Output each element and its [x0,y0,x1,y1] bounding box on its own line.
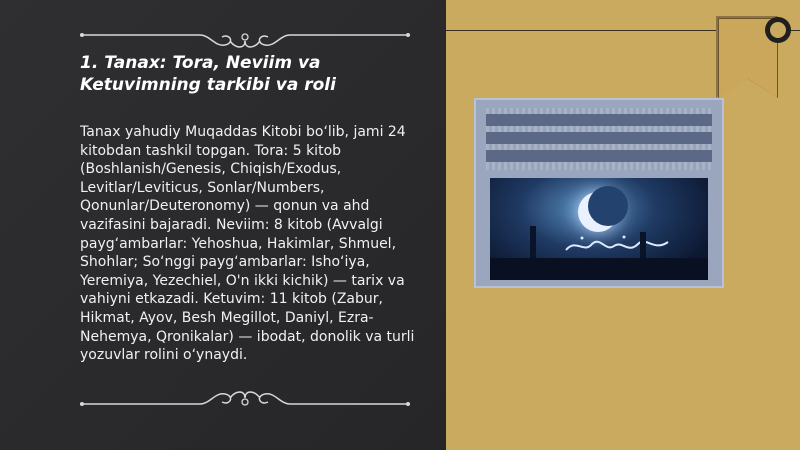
image-text-panel [486,108,712,170]
ground-silhouette [490,258,708,280]
slide-title: 1. Tanax: Tora, Neviim va Ketuvimning tarkibi va roli [80,53,336,95]
image-text-line [486,150,712,162]
image-text-line [486,114,712,126]
bottom-flourish-divider-icon [80,388,410,418]
slide-body-text: Tanax yahudiy Muqaddas Kitobi bo‘lib, jami 24 kitobdan tashkil topgan. Tora: 5 kitob (Boshlanish/Genesis, Chiqish/Exodus, Levitlar/Leviticus, Sonlar/Numbers, Qonunlar/Deuteronomy) — qonun va ahd vazifasini bajaradi. Neviim: 8 kitob (Avvalgi payg‘ambarlar: Yehoshua, Hakimlar, Shmuel, Shohlar; So‘nggi payg‘ambarlar: Isho‘iya, Yeremiya, Yezechiel, O'n ikki kichik) — tarix va vahiyni etkazadi. Ketuvim: 11 kitob (Zabur, Hikmat, Ayov, Besh Megillot, Daniyl, Ezra-Nehemya, Qronikalar) — ibodat, donolik va turli yozuvlar rolini o‘ynaydi. [80,124,415,364]
moon-shadow [588,186,628,226]
bookmark-curl-hole [770,22,786,38]
night-scene-image [490,178,708,280]
slide-image [474,98,724,288]
calligraphy-icon [562,232,672,258]
image-text-line [486,132,712,144]
